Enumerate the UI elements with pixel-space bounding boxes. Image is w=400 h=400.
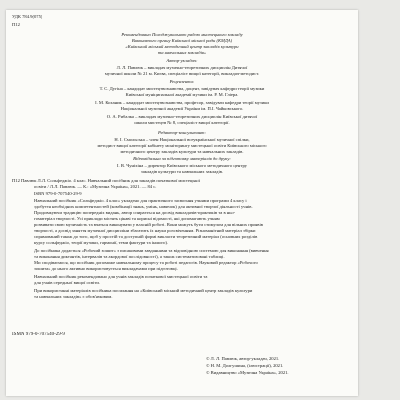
- catalog-line: П12 Павлюк Л.Л. Сольфеджіо. 4 клас. Навчальний посібник для закладів початкової мистецької: [12, 178, 200, 183]
- description-line: Навчальний посібник «Сольфеджіо. 4 клас» укладено для практичного засвоєння учнями програми 4 класу і: [34, 198, 247, 203]
- usage-line: Навчальний посібник рекомендовано для учнів закладів початкової мистецької освіти та: [34, 274, 208, 279]
- responsible-line: І. В. Чуніхіна – директор Київського міського методичного центру: [117, 163, 247, 168]
- copyright-line: © Видавництво «Музична Україна», 2021.: [206, 370, 289, 375]
- author-line: музичної школи № 21 м. Києва, спеціаліст вищої категорії, викладач-методист.: [104, 71, 260, 76]
- reviewer-line: Київської муніципальної академії музики ім. Р. М. Гліера.: [125, 92, 239, 97]
- bbk-code: П12: [12, 22, 20, 27]
- usage-line: та навчальних закладів» є обов'язковим.: [34, 294, 113, 299]
- author-heading: Автор-укладач:: [166, 58, 198, 63]
- reviewers-heading: Рецензенти:: [169, 79, 195, 84]
- description-line: зошита» до нього активно використовується викладачами при підготовці.: [34, 266, 178, 271]
- editor-line: методист вищої категорії кабінету моніторингу мистецької освіти Київського міського: [97, 143, 267, 148]
- editor-line: Н. І. Смольська – член Національної всеукраїнської музичної спілки,: [114, 137, 250, 142]
- usage-line: для учнів середньої вищої освіти.: [34, 280, 100, 285]
- book-imprint-page: [6, 10, 358, 396]
- description-line: курсу сольфеджіо, теорії музики, гармонії, теми фактури та іншого).: [34, 240, 169, 245]
- description-line: здобуття необхідних компетентностей (комбінації знань, умінь, навичок) для активної творчої діяльності учнів.: [34, 204, 253, 209]
- author-line: Л. Л. Павлюк – викладач музично-теоретичних дисциплін Дитячої: [116, 65, 248, 70]
- copyright-line: © Н. М. Долгушина, (ілюстрації), 2021.: [206, 363, 284, 368]
- description-line: спрямований також до того, щоб у простій та доступній формі викласти теоретичний матеріал (основних розділів: [34, 234, 258, 239]
- responsible-line: закладів культури та навчальних закладів.: [140, 169, 224, 174]
- catalog-line: освіти / Л.Л. Павлюк. — К.: «Музична Україна», 2021. — 84 с.: [34, 184, 157, 189]
- description-line: Ми сподіваємося, що посібник допоможе навчальному процесу та роботі педагогів. Науковий редактор «Робочого: [34, 260, 258, 265]
- description-line: та виконання диктантів, інтервалів та акордової послідовності), а також систематизовані таблиці.: [34, 254, 225, 259]
- approval-line: Виконавчого органу Київської міської ради (КМДА): [131, 38, 233, 43]
- approval-line: та навчальних закладів»: [157, 50, 207, 55]
- editor-line: методичного центру закладів культури та навчальних закладів.: [120, 149, 244, 154]
- reviewer-line: О. А. Рибалка – викладач музично-теоретичних дисциплін Київської дитячої: [106, 114, 258, 119]
- reviewer-line: І. М. Коханик – кандидат мистецтвознавства, професор, завідувач кафедри теорії музики: [95, 100, 269, 105]
- isbn-bottom: ISMN 979-0-707540-29-9: [12, 332, 65, 337]
- description-line: гоматеріал творчості. Усі приклади містять цікаві та корисні відомості, які допомагають учням: [34, 216, 220, 221]
- responsible-heading: Відповідальна за підготовку матеріалів до друку:: [133, 156, 231, 161]
- description-line: Продовжуючи традицію попередніх видань, автор спирається на досвід викладачів-практиків та в ньо-: [34, 210, 236, 215]
- usage-line: При використанні матеріалів посібника посилання на «Київський міський методичний центр закладів культури: [34, 288, 253, 293]
- udk-code: УДК 784.9(075): [12, 14, 43, 19]
- editor-heading: Редактор-консультант:: [157, 130, 207, 135]
- reviewer-line: школи мистецтв № 8, спеціаліст вищої категорії.: [134, 120, 230, 125]
- description-line: розвивати свою музичність та вчаться виконувати у власній роботі. Вони можуть бути стимулом для вільних проявів: [34, 222, 263, 227]
- description-line: творчості, а досвід заняття музичної дисципліни збагатить їх науки розсвіченням. Різноманітний матеріал збірки: [34, 228, 256, 233]
- reviewer-line: Т. С. Дугіна – кандидат мистецтвознавства, доцент, завідувач кафедри теорії музики: [99, 86, 265, 91]
- approval-line: «Київський міський методичний центр закладів культури: [125, 44, 239, 49]
- reviewer-line: Національної музичної академії України ім. П.І. Чайковського.: [120, 106, 244, 111]
- approval-line: Рекомендовано Погоджувальною радою мистецького закладу: [121, 32, 243, 37]
- description-line: До посібника додається «Робочий зошит» з писаковими завданнями та відповідною системою для виконання (вивчення: [34, 248, 269, 253]
- isbn-inline: ISBN 979-0-707540-29-9: [34, 191, 82, 196]
- copyright-line: © Л. Л. Павлюк, автор-укладач, 2021.: [206, 356, 280, 361]
